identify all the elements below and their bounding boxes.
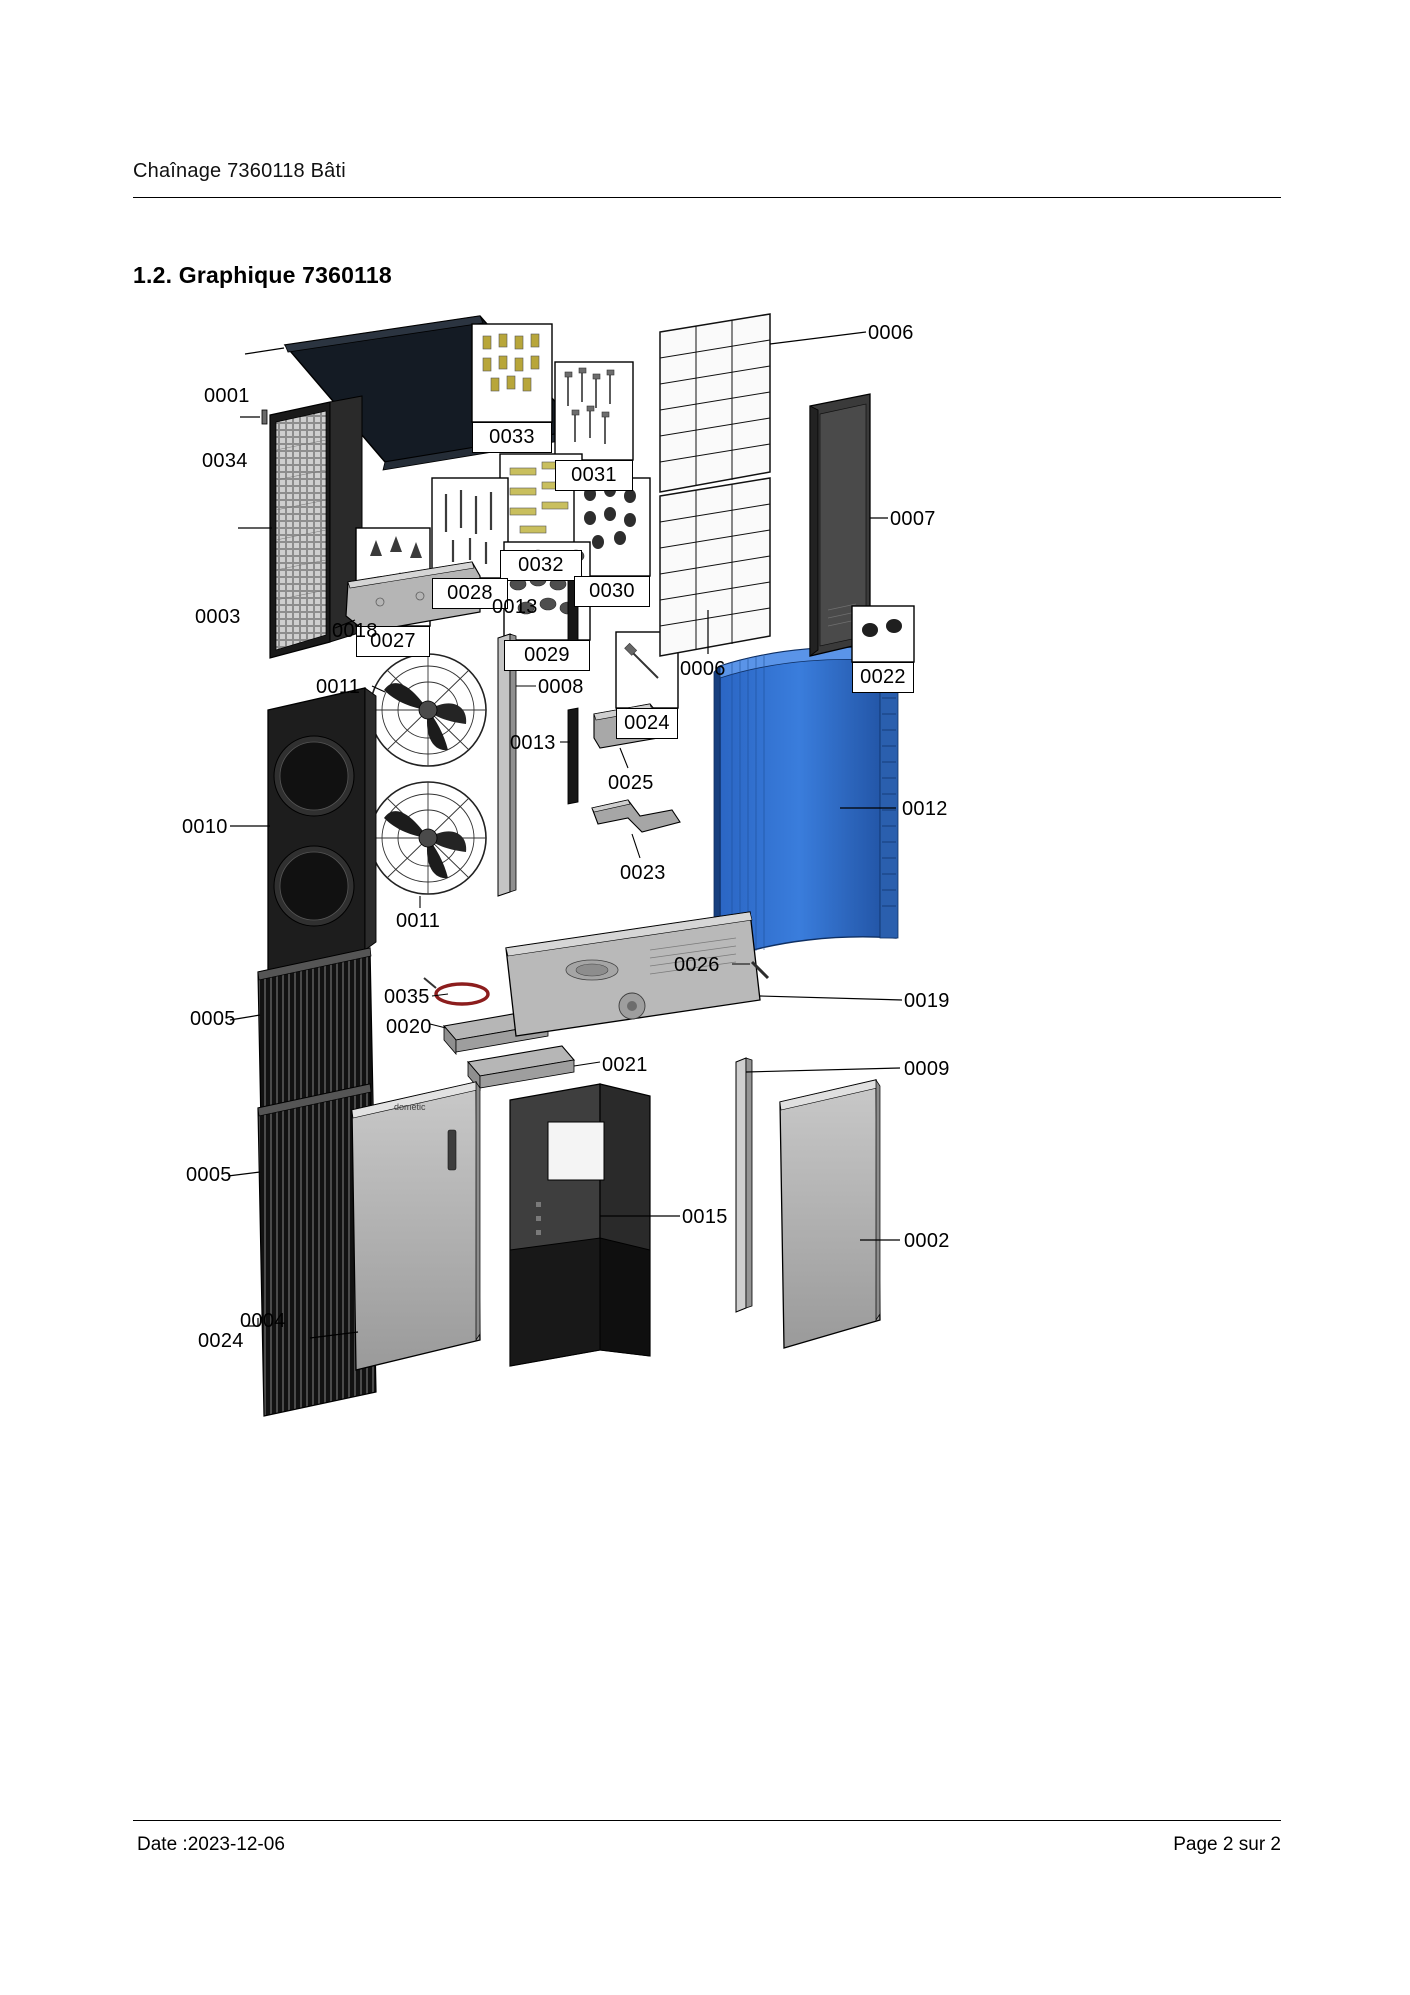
callout-0025: 0025 xyxy=(608,772,654,794)
part-0008-rail xyxy=(498,634,536,896)
callout-0001: 0001 xyxy=(204,385,250,407)
footer-page-number: Page 2 sur 2 xyxy=(1173,1834,1281,1855)
callout-0034: 0034 xyxy=(202,450,248,472)
callout-0010: 0010 xyxy=(182,816,228,838)
callout-0031: 0031 xyxy=(555,460,633,491)
callout-0006-lower: 0006 xyxy=(680,658,726,680)
diagram-svg xyxy=(180,310,1260,1770)
part-0002-side-panel xyxy=(780,1080,900,1348)
part-0011-fan-upper xyxy=(370,654,486,766)
part-0022-plugs xyxy=(852,606,914,662)
callout-0021: 0021 xyxy=(602,1054,648,1076)
part-0015-inner-panel xyxy=(510,1084,680,1366)
document-header xyxy=(133,160,1281,183)
callout-0011-upper: 0011 xyxy=(316,676,361,698)
part-0021-rail xyxy=(468,1046,600,1090)
svg-text:dometic: dometic xyxy=(394,1102,426,1112)
callout-0013-lower: 0013 xyxy=(510,732,556,754)
callout-0024-box: 0024 xyxy=(616,708,678,739)
callout-0035: 0035 xyxy=(384,986,430,1008)
callout-0015: 0015 xyxy=(682,1206,728,1228)
part-0033-screws xyxy=(472,324,552,422)
part-0023-bracket xyxy=(592,800,680,858)
part-0011-fan-lower xyxy=(370,782,486,908)
callout-0032: 0032 xyxy=(500,550,582,581)
header-title: Chaînage 7360118 Bâti xyxy=(133,160,346,182)
part-0010-fan-shroud xyxy=(230,688,376,972)
part-0035-cable xyxy=(424,978,488,1004)
callout-0018: 0018 xyxy=(332,620,378,642)
callout-0008: 0008 xyxy=(538,676,584,698)
part-0006-grille-lower xyxy=(660,478,770,656)
callout-0012: 0012 xyxy=(902,798,948,820)
callout-0005-lower: 0005 xyxy=(186,1164,232,1186)
footer-divider xyxy=(133,1820,1281,1821)
callout-0030: 0030 xyxy=(574,576,650,607)
callout-0023: 0023 xyxy=(620,862,666,884)
callout-0011-lower: 0011 xyxy=(396,910,441,932)
part-0003-filter-panel xyxy=(238,396,362,658)
callout-0007: 0007 xyxy=(890,508,936,530)
exploded-view-diagram xyxy=(180,310,1260,1770)
callout-0027: 0027 xyxy=(356,626,430,657)
header-divider xyxy=(133,197,1281,198)
callout-0013-upper: 0013 xyxy=(492,596,538,618)
callout-0033: 0033 xyxy=(472,422,552,453)
callout-0006-upper: 0006 xyxy=(868,322,914,344)
callout-0028: 0028 xyxy=(432,578,508,609)
callout-0005-upper: 0005 xyxy=(190,1008,236,1030)
callout-0029: 0029 xyxy=(504,640,590,671)
callout-0019: 0019 xyxy=(904,990,950,1012)
callout-0024-bottom: 0024 xyxy=(198,1330,244,1352)
part-0034-pin xyxy=(240,410,267,424)
part-0031-bolts xyxy=(555,362,633,460)
callout-0002: 0002 xyxy=(904,1230,950,1252)
callout-0004: 0004 xyxy=(240,1310,286,1332)
callout-0022: 0022 xyxy=(852,662,914,693)
callout-0009: 0009 xyxy=(904,1058,950,1080)
section-title: 1.2. Graphique 7360118 xyxy=(133,262,392,288)
callout-0026: 0026 xyxy=(674,954,720,976)
callout-0003: 0003 xyxy=(195,606,241,628)
callout-0020: 0020 xyxy=(386,1016,432,1038)
footer-date: Date :2023-12-06 xyxy=(137,1834,285,1855)
